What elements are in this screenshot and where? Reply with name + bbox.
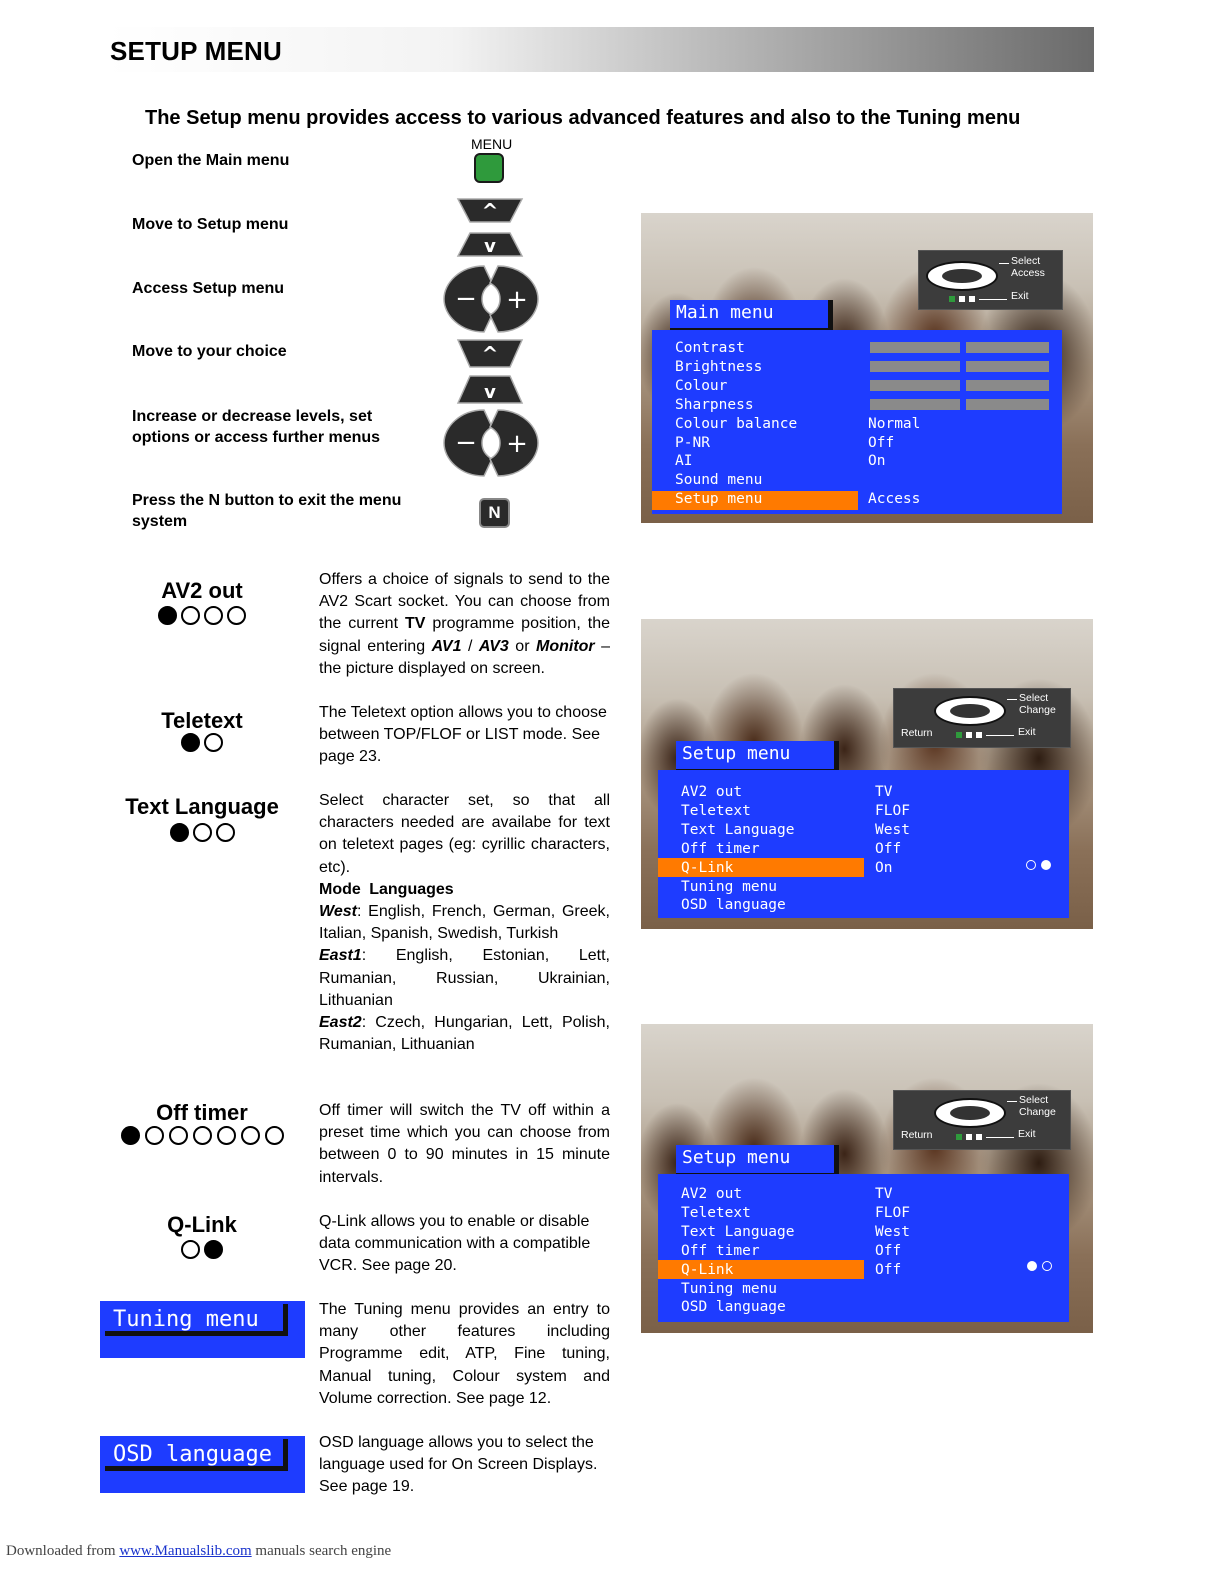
menu-row-label: Off timer [681,1242,760,1259]
footer-suffix: manuals search engine [251,1543,392,1559]
q-link-dots [102,1240,302,1259]
navigation-pad-icon-3 [934,1098,1006,1128]
menu-row-setup-menu[interactable] [652,490,1062,509]
menu-row-label: AV2 out [681,1186,743,1202]
empty-option-dot [193,823,212,842]
menu-row-sharpness[interactable] [652,396,1062,415]
menu-row-off-timer[interactable] [658,840,1069,859]
off-timer-title: Off timer [156,1100,248,1125]
setup-menu-screen-qlink-off [641,1024,1093,1333]
filled-option-dot [170,823,189,842]
menu-row-av2-out[interactable] [658,783,1069,802]
mode-west: West: English, French, German, Greek, Italian, Spanish, Swedish, Turkish [319,903,610,943]
n-button-icon: N [479,498,510,528]
menu-row-value: Off [875,1261,902,1278]
q-link-title: Q-Link [167,1212,237,1237]
menu-row-label: Setup menu [675,491,763,508]
menu-row-teletext[interactable] [658,1204,1069,1223]
minus-glyph-2: − [455,428,477,458]
return-hint-3: Return [901,1129,933,1141]
change-hint-2: Change [1019,704,1056,716]
empty-option-dot [169,1126,188,1145]
up-arrow-glyph-2: ^ [481,342,499,366]
footer [6,1543,391,1560]
empty-option-dot [193,1126,212,1145]
menu-row-label: Q-Link [681,1261,734,1278]
setup-menu-panel-2 [658,770,1069,918]
off-timer-dots [102,1126,302,1145]
av2-out-description: Offers a choice of signals to send to the AV2 Scart socket. You can choose from the current TV programme position, the signal entering AV1 / AV3 or Monitor – the picture displayed on screen. [319,571,611,677]
menu-row-value: TV [875,784,893,800]
intro-subtitle: The Setup menu provides access to various advanced features and also to the Tuning menu [145,107,1021,129]
menu-row-value: West [875,821,910,838]
menu-row-label: Brightness [675,358,763,375]
menu-row-label: OSD language [681,897,786,914]
select-hint: Select [1011,255,1041,267]
menu-row-value: Off [875,840,902,857]
tuning-menu-description: The Tuning menu provides an entry to many other features including Programme edit, ATP, Fine tuning, Manual tuning, Colour system and Volume correction. See page 12. [319,1301,610,1407]
step-exit-menu: Press the N button to exit the menu system [132,492,402,530]
menu-row-label: Colour [675,377,728,394]
q-link-description: Q-Link allows you to enable or disable data communication with a compatible VCR. See page 20. [319,1213,591,1275]
empty-option-dot [265,1126,284,1145]
menu-row-label: Q-Link [681,859,734,876]
menu-row-label: Sharpness [675,396,754,413]
qlink-off-indicator-3 [1027,1261,1037,1271]
off-timer-description: Off timer will switch the TV off within a preset time which you can choose from between 0 to 90 minutes in 15 minute intervals. [319,1102,610,1186]
av2-out-title: AV2 out [161,578,243,603]
menu-row-text-language[interactable] [658,1223,1069,1242]
remote-hint-panel-2 [893,688,1071,748]
menu-row-label: Teletext [681,802,751,819]
minus-glyph: − [455,284,477,314]
empty-option-dot [227,606,246,625]
menu-row-q-link[interactable] [658,859,1069,878]
remote-hint-panel [918,250,1063,310]
setup-menu-panel-3 [658,1174,1069,1322]
step-adjust-levels: Increase or decrease levels, set options or access further menus [132,408,381,446]
menu-row-label: AV2 out [681,784,743,800]
menu-row-label: AI [675,453,693,470]
mode-east1: East1: English, Estonian, Lett, Rumanian, Russian, Ukrainian, Lithuanian [319,947,610,1009]
minus-plus-buttons-icon-2 [440,407,542,479]
footer-prefix: Downloaded from [6,1543,120,1559]
empty-option-dot [204,606,223,625]
page-title: SETUP MENU [110,36,282,66]
menu-button-label: MENU [471,136,513,152]
osd-language-description: OSD language allows you to select the language used for On Screen Displays. See page 19. [319,1434,598,1496]
menu-row-tuning-menu[interactable] [658,878,1069,897]
filled-option-dot [204,1240,223,1259]
menu-row-teletext[interactable] [658,802,1069,821]
up-arrow-glyph: ^ [481,199,499,223]
step-move-to-setup: Move to Setup menu [132,216,289,233]
exit-hint-2: Exit [1018,726,1036,738]
teletext-description: The Teletext option allows you to choose between TOP/FLOF or LIST mode. See page 23. [319,704,607,766]
menu-row-av2-out[interactable] [658,1185,1069,1204]
menu-row-value: West [875,1223,910,1240]
text-language-dots [102,823,302,842]
mode-languages-heading: Mode Languages [319,880,454,898]
text-language-intro: Select character set, so that all characters needed are availabe for text on teletext pages (eg: cyrillic characters, etc). [319,792,610,876]
osd-language-label: OSD language [105,1439,288,1471]
exit-hint: Exit [1011,290,1029,302]
menu-row-tuning-menu[interactable] [658,1280,1069,1299]
menu-row-value: TV [875,1186,893,1202]
navigation-pad-icon-2 [934,696,1006,726]
menu-row-value: FLOF [875,1204,910,1221]
menu-row-label: Colour balance [675,415,798,432]
menu-row-value: On [875,859,893,876]
menu-row-contrast[interactable] [652,339,1062,358]
step-open-main-menu: Open the Main menu [132,152,290,169]
menu-row-sound-menu[interactable] [652,471,1062,490]
manualslib-link[interactable]: www.Manualslib.com [119,1543,252,1559]
empty-option-dot [204,733,223,752]
green-key-icon [949,296,955,302]
mode-east2: East2: Czech, Hungarian, Lett, Polish, Rumanian, Lithuanian [319,1014,610,1054]
menu-row-colour-balance[interactable] [652,415,1062,434]
menu-row-label: Sound menu [675,472,763,489]
text-language-title: Text Language [125,794,279,819]
menu-row-colour[interactable] [652,377,1062,396]
up-down-buttons-icon [454,192,526,264]
menu-row-value: Access [868,491,921,508]
setup-menu-title-2: Setup menu [676,741,839,774]
empty-option-dot [216,823,235,842]
menu-row-off-timer[interactable] [658,1242,1069,1261]
change-hint-3: Change [1019,1106,1056,1118]
filled-option-dot [158,606,177,625]
menu-row-value: FLOF [875,802,910,819]
green-key-icon-2 [956,732,962,738]
main-menu-panel [652,330,1062,514]
menu-row-ai[interactable] [652,452,1062,471]
navigation-pad-icon [926,261,998,291]
tuning-menu-label-box [100,1301,305,1358]
menu-row-label: Text Language [681,821,795,838]
up-down-buttons-icon-2 [454,337,526,409]
teletext-title: Teletext [161,708,243,733]
select-hint-2: Select [1019,692,1049,704]
filled-option-dot [121,1126,140,1145]
setup-menu-title-3: Setup menu [676,1145,839,1178]
qlink-off-indicator [1026,860,1036,870]
menu-row-value: Off [868,434,895,451]
select-hint-3: Select [1019,1094,1049,1106]
av2-out-dots [102,606,302,625]
qlink-on-indicator [1041,860,1051,870]
step-move-to-choice: Move to your choice [132,343,287,360]
plus-glyph-2: + [506,429,528,459]
menu-row-q-link[interactable] [658,1261,1069,1280]
menu-row-value: Normal [868,415,921,432]
menu-row-text-language[interactable] [658,821,1069,840]
menu-button-icon [474,153,504,183]
menu-row-label: Teletext [681,1204,751,1221]
menu-row-label: Tuning menu [681,1280,778,1297]
section-header [106,27,1094,72]
menu-row-value: Off [875,1242,902,1259]
menu-row-label: Tuning menu [681,878,778,895]
menu-row-osd-language[interactable] [658,896,1069,915]
green-key-icon-3 [956,1134,962,1140]
empty-option-dot [217,1126,236,1145]
plus-glyph: + [506,285,528,315]
menu-row-label: Contrast [675,340,745,356]
menu-row-label: Off timer [681,840,760,857]
exit-hint-3: Exit [1018,1128,1036,1140]
menu-row-value: On [868,453,886,470]
menu-row-label: Text Language [681,1223,795,1240]
teletext-dots [102,733,302,752]
qlink-on-indicator-3 [1042,1261,1052,1271]
empty-option-dot [145,1126,164,1145]
tuning-menu-label: Tuning menu [105,1304,288,1336]
filled-option-dot [181,733,200,752]
down-arrow-glyph-2: v [484,382,496,403]
setup-menu-screen-qlink-on [641,619,1093,929]
menu-row-osd-language[interactable] [658,1298,1069,1317]
down-arrow-glyph: v [484,236,496,257]
main-menu-screen [641,213,1093,523]
access-hint: Access [1011,267,1045,279]
osd-language-label-box [100,1436,305,1493]
text-language-description [319,790,610,1056]
minus-plus-buttons-icon [440,263,542,335]
empty-option-dot [181,1240,200,1259]
menu-row-label: OSD language [681,1299,786,1316]
empty-option-dot [181,606,200,625]
menu-row-brightness[interactable] [652,358,1062,377]
empty-option-dot [241,1126,260,1145]
main-menu-title: Main menu [670,300,833,333]
return-hint-2: Return [901,727,933,739]
menu-row-label: P-NR [675,434,710,451]
step-access-setup: Access Setup menu [132,280,285,297]
remote-hint-panel-3 [893,1090,1071,1150]
menu-row-p-nr[interactable] [652,434,1062,453]
